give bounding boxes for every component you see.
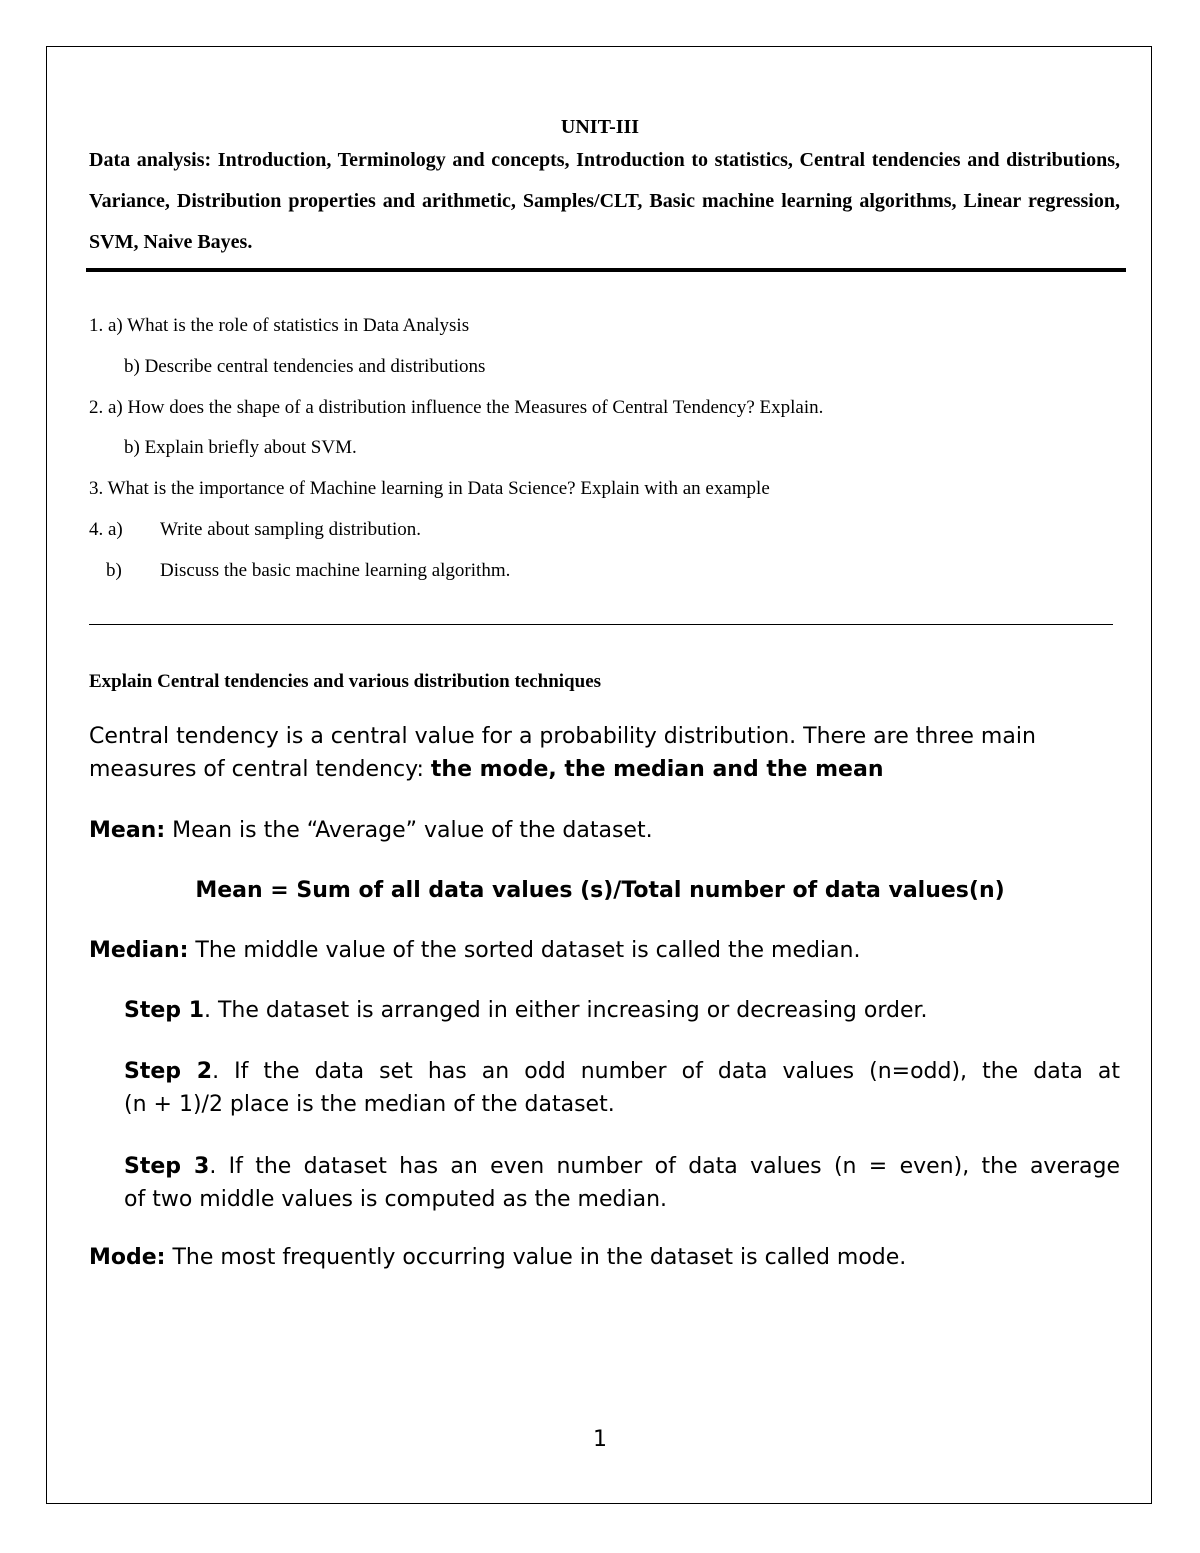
page-number: 1 — [593, 1427, 607, 1452]
question-2b: b) Explain briefly about SVM. — [124, 437, 357, 458]
section-divider — [89, 624, 1113, 625]
step-3-label: Step 3 — [124, 1154, 210, 1179]
intro-line-1: Central tendency is a central value for a probability distribution. There are three main — [89, 724, 1036, 749]
question-4b-number: b) — [106, 560, 122, 581]
section-heading: Explain Central tendencies and various distribution techniques — [89, 671, 602, 692]
mean-definition — [89, 814, 653, 847]
intro-text: measures of central tendency: — [89, 757, 431, 782]
mode-label: Mode: — [89, 1245, 166, 1270]
question-3: 3. What is the importance of Machine learning in Data Science? Explain with an example — [89, 478, 770, 499]
step-3-line-1 — [124, 1150, 1120, 1183]
mean-label: Mean: — [89, 818, 166, 843]
unit-title: UNIT-III — [560, 116, 640, 138]
intro-paragraph — [89, 720, 1121, 786]
intro-line-2 — [89, 753, 1121, 786]
question-4a: Write about sampling distribution. — [160, 519, 421, 540]
median-text: The middle value of the sorted dataset is called the median. — [188, 938, 861, 963]
syllabus-topics: Data analysis: Introduction, Terminology and concepts, Introduction to statistics, Central tendencies and distributions, Variance, Distribution properties and arithmetic, Samples/CLT, Basic machine learning algorithms, Linear regression, SVM, Naive Bayes. — [89, 149, 1120, 253]
step-1 — [124, 994, 928, 1027]
mode-definition — [89, 1241, 906, 1274]
step-2 — [124, 1055, 1120, 1121]
intro-measures: the mode, the median and the mean — [430, 757, 884, 782]
question-4a-number: 4. a) — [89, 519, 123, 540]
step-3 — [124, 1150, 1120, 1216]
question-1a: 1. a) What is the role of statistics in Data Analysis — [89, 315, 470, 336]
question-1b: b) Describe central tendencies and distributions — [124, 356, 486, 377]
step-2-label: Step 2 — [124, 1059, 213, 1084]
mode-text: The most frequently occurring value in the dataset is called mode. — [165, 1245, 907, 1270]
question-4b: Discuss the basic machine learning algorithm. — [160, 560, 511, 581]
header-divider — [86, 268, 1126, 272]
step-2-line-2: (n + 1)/2 place is the median of the dataset. — [124, 1092, 615, 1117]
step-2-line-1 — [124, 1055, 1120, 1088]
mean-text: Mean is the “Average” value of the dataset. — [165, 818, 653, 843]
step-1-label: Step 1 — [124, 998, 204, 1023]
mean-formula: Mean = Sum of all data values (s)/Total number of data values(n) — [195, 878, 1005, 903]
median-label: Median: — [89, 938, 189, 963]
step-2-text-1: . If the data set has an odd number of data values (n=odd), the data at — [212, 1059, 1120, 1084]
median-definition — [89, 934, 861, 967]
step-1-text: . The dataset is arranged in either increasing or decreasing order. — [204, 998, 928, 1023]
question-2a: 2. a) How does the shape of a distribution influence the Measures of Central Tendency? Explain. — [89, 397, 824, 418]
step-3-line-2: of two middle values is computed as the median. — [124, 1187, 668, 1212]
step-3-text-1: . If the dataset has an even number of data values (n = even), the average — [209, 1154, 1120, 1179]
